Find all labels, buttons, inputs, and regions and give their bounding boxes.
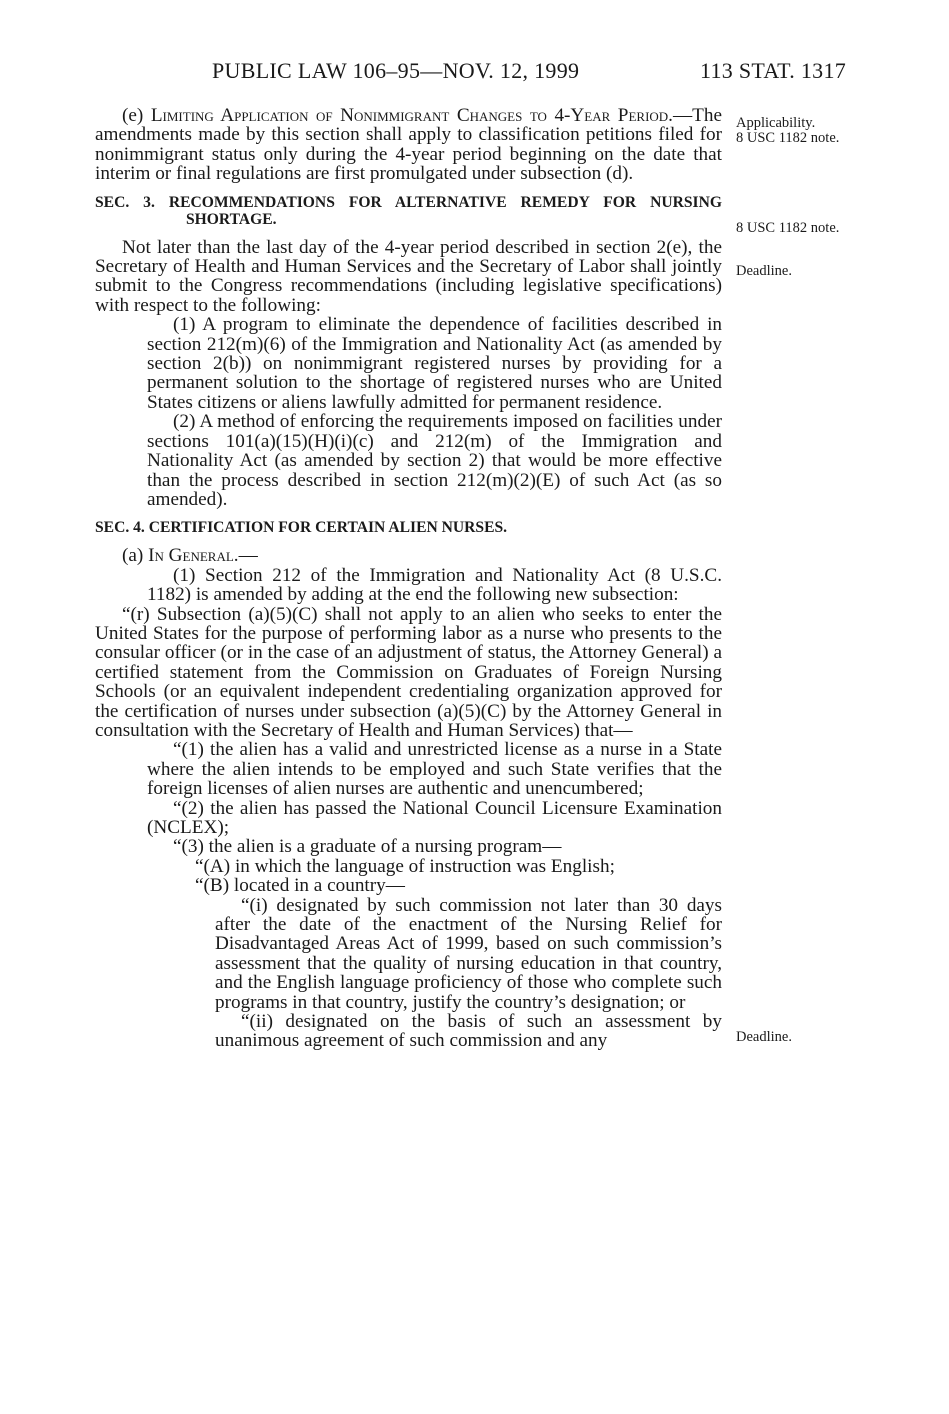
section-4-heading: SEC. 4. CERTIFICATION FOR CERTAIN ALIEN NURSES.: [95, 519, 508, 537]
subsection-r-para-3: “(3) the alien is a graduate of a nursing program—: [173, 836, 562, 858]
subsection-r-para-1: “(1) the alien has a valid and unrestricted license as a nurse in a State where the alien intends to be employed and such State verifies that the foreign licenses of alien nurses are authentic and unencumbered;: [147, 739, 722, 800]
margin-note-citation: 8 USC 1182 note.: [736, 130, 840, 146]
subsection-r-subpara-A: “(A) in which the language of instruction was English;: [195, 855, 615, 877]
section-3-heading: SEC. 3. RECOMMENDATIONS FOR ALTERNATIVE REMEDY FOR NURSING SHORTAGE.: [95, 193, 722, 228]
margin-note-deadline-2: Deadline.: [736, 1029, 792, 1045]
subsection-r-clause-ii: “(ii) designated on the basis of such an assessment by unanimous agreement of such commission and any: [215, 1011, 722, 1052]
section-3-para-1: (1) A program to eliminate the dependence of facilities described in section 212(m)(6) of the Immigration and Nationality Act (as amended by section 2(b)) on nonimmigrant registered nurses by providing for a permanent solution to the shortage of registered nurses who are United States citizens or aliens lawfully admitted for permanent residence.: [147, 314, 722, 413]
new-subsection-r: “(r) Subsection (a)(5)(C) shall not apply to an alien who seeks to enter the United States for the purpose of performing labor as a nurse who presents to the consular officer (or in the case of an adjustment of status, the Attorney General) a certified statement from the Commission on Graduates of Foreign Nursing Schools (or an equivalent independent credentialing organization approved for the certification of nurses under subsection (a)(5)(C) by the Attorney General in consultation with the Secretary of Health and Human Services) that—: [95, 603, 722, 741]
subsection-r-para-2: “(2) the alien has passed the National Council Licensure Examination (NCLEX);: [147, 797, 722, 838]
body-text: [95, 106, 722, 1051]
running-header-right: 113 STAT. 1317: [700, 58, 847, 83]
subsection-r-subpara-B: “(B) located in a country—: [195, 875, 405, 897]
subsection-e-text: —The amendments made by this section shall apply to classification petitions filed for nonimmigrant status only during the 4-year period beginning on the date that interim or final regulations are first promulgated under subsection (d).: [95, 105, 723, 185]
margin-note-deadline-1: Deadline.: [736, 263, 792, 279]
margin-note-sec3-citation: 8 USC 1182 note.: [736, 220, 840, 236]
subsection-e-heading: Limiting Application of Nonimmigrant Changes to 4-Year Period.: [150, 105, 673, 126]
subsection-a-heading-line: (a) In General.—: [122, 545, 258, 567]
subsection-a-para-1: (1) Section 212 of the Immigration and Nationality Act (8 U.S.C. 1182) is amended by adding at the end the following new subsection:: [147, 564, 722, 606]
running-header-left: PUBLIC LAW 106–95—NOV. 12, 1999: [212, 58, 580, 83]
margin-note-applicability-label: Applicability.: [736, 115, 816, 131]
margin-note-applicability: [736, 116, 839, 146]
section-3-para-2: (2) A method of enforcing the requirements imposed on facilities under sections 101(a)(15)(H)(i)(c) and 212(m) of the Immigration and Nationality Act (as amended by section 2) that would be more effective than the process described in section 212(m)(2)(E) of such Act (as so amended).: [147, 411, 722, 510]
subsection-a-heading: In General.: [148, 545, 239, 567]
section-3-intro: Not later than the last day of the 4-year period described in section 2(e), the Secretary of Health and Human Services and the Secretary of Labor shall jointly submit to the Congress recommendations (including legislative specifications) with respect to the following:: [95, 236, 722, 316]
subsection-r-clause-i: “(i) designated by such commission not later than 30 days after the date of the enactment of the Nursing Relief for Disadvantaged Areas Act of 1999, based on such commission’s assessment that the quality of nursing education in that country, and the English language proficiency of those who complete such programs in that country, justify the country’s designation; or: [215, 894, 722, 1013]
subsection-e: (e) Limiting Application of Nonimmigrant Changes to 4-Year Period.—The amendments made by this section shall apply to classification petitions filed for nonimmigrant status only during the 4-year period beginning on the date that interim or final regulations are first promulgated under subsection (d).: [95, 105, 723, 185]
